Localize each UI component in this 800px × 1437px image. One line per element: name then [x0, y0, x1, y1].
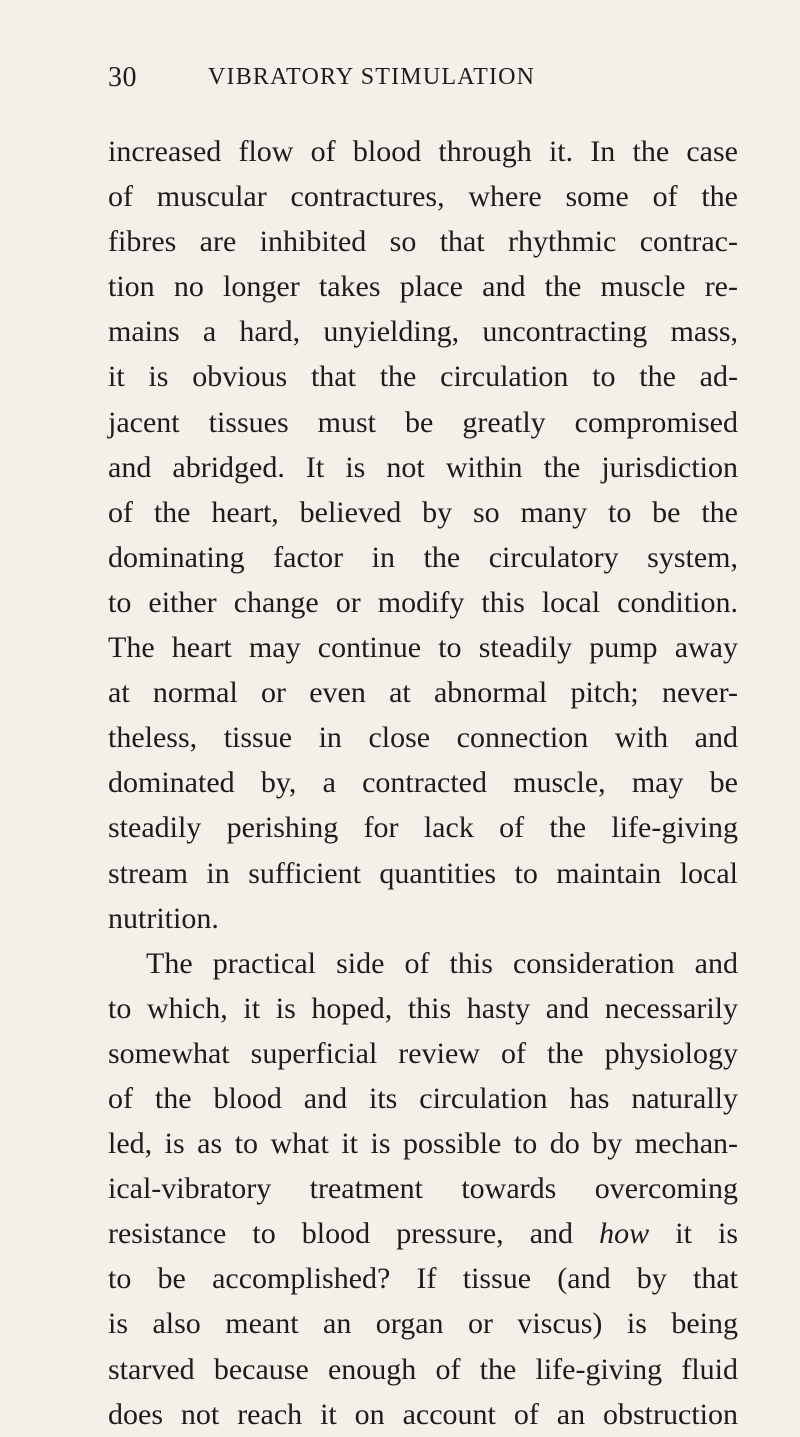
text-line: is also meant an organ or viscus) is being: [108, 1307, 738, 1341]
text-line: it is obvious that the circulation to the ad-: [108, 360, 738, 394]
text-line: starved because enough of the life-giving fluid: [108, 1352, 738, 1386]
text-segment: it is: [649, 1217, 739, 1251]
text-line: to which, it is hoped, this hasty and necessarily: [108, 991, 738, 1025]
text-line: to be accomplished? If tissue (and by that: [108, 1262, 738, 1296]
text-segment: resistance to blood pressure, and: [108, 1217, 600, 1251]
running-head: VIBRATORY STIMULATION: [208, 64, 536, 90]
text-line: at normal or even at abnormal pitch; never-: [108, 676, 738, 710]
paragraph-start-line: The practical side of this consideration and: [146, 946, 738, 980]
text-line: tion no longer takes place and the muscle re-: [108, 270, 738, 304]
text-line: mains a hard, unyielding, uncontracting mass,: [108, 315, 738, 349]
text-line: dominating factor in the circulatory system,: [108, 540, 738, 574]
paragraph-end-line: nutrition.: [108, 901, 219, 935]
text-line: of muscular contractures, where some of the: [108, 180, 738, 214]
text-line: steadily perishing for lack of the life-giving: [108, 811, 738, 845]
text-line: theless, tissue in close connection with and: [108, 721, 738, 755]
text-line: The heart may continue to steadily pump away: [108, 631, 738, 665]
text-line: somewhat superficial review of the physiology: [108, 1036, 738, 1070]
text-line: to either change or modify this local condition.: [108, 585, 738, 619]
text-line: stream in sufficient quantities to maintain local: [108, 856, 738, 890]
text-line: led, is as to what it is possible to do by mechan-: [108, 1127, 738, 1161]
body-text: [108, 129, 738, 1437]
italic-word: how: [599, 1217, 650, 1251]
text-line: fibres are inhibited so that rhythmic contrac-: [108, 225, 738, 259]
text-line: increased flow of blood through it. In the case: [108, 135, 738, 168]
page-header: [108, 62, 738, 102]
text-line-with-italic: [108, 1211, 738, 1256]
text-line: of the heart, believed by so many to be the: [108, 495, 738, 529]
text-line: ical-vibratory treatment towards overcoming: [108, 1172, 738, 1206]
text-line: jacent tissues must be greatly compromised: [108, 405, 738, 439]
text-line: does not reach it on account of an obstruction: [108, 1397, 738, 1431]
text-line: of the blood and its circulation has naturally: [108, 1081, 738, 1115]
page-number: 30: [108, 62, 137, 93]
text-line: and abridged. It is not within the jurisdiction: [108, 450, 738, 484]
text-line: dominated by, a contracted muscle, may be: [108, 766, 738, 800]
